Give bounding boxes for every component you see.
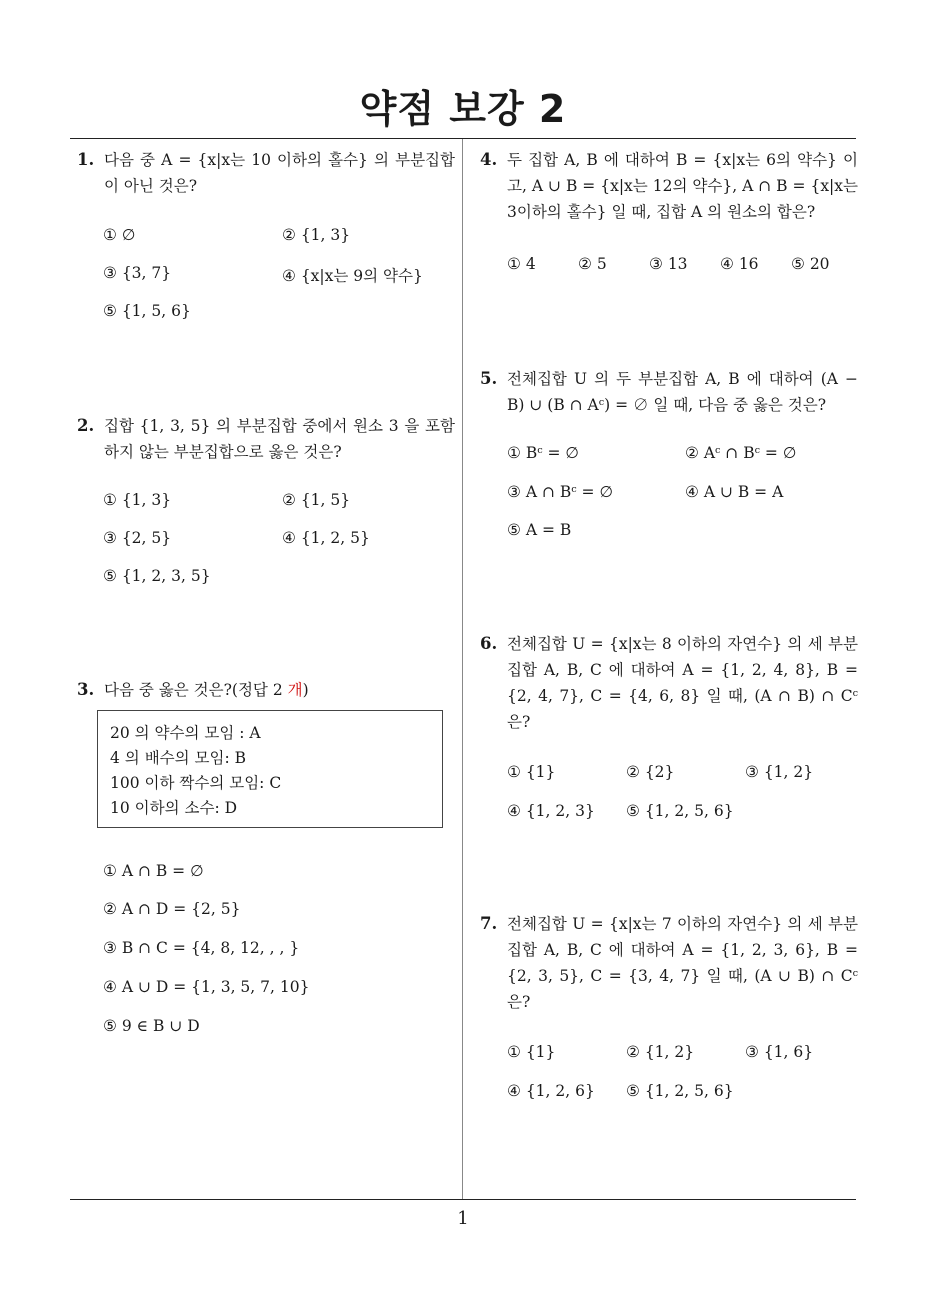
- choice-2[interactable]: ② {1, 2}: [626, 1043, 695, 1061]
- choice-4[interactable]: ④ {1, 2, 5}: [282, 529, 370, 547]
- question-2: [77, 413, 455, 465]
- question-3: [77, 677, 455, 703]
- choice-1[interactable]: ① {1}: [507, 1043, 556, 1061]
- choice-3[interactable]: ③ A ∩ Bᶜ = ∅: [507, 483, 613, 501]
- definition-line: 10 이하의 소수: D: [110, 799, 238, 817]
- choice-3[interactable]: ③ {1, 2}: [745, 763, 814, 781]
- question-number: 5.: [480, 369, 498, 388]
- choice-5[interactable]: ⑤ {1, 5, 6}: [103, 302, 191, 320]
- choice-5[interactable]: ⑤ 20: [791, 255, 830, 273]
- definition-line: 100 이하 짝수의 모임: C: [110, 774, 282, 792]
- page-number: 1: [457, 1208, 469, 1229]
- footer-divider: [70, 1199, 856, 1200]
- choice-2[interactable]: ② 5: [578, 255, 607, 273]
- question-number: 2.: [77, 416, 95, 435]
- choice-2[interactable]: ② Aᶜ ∩ Bᶜ = ∅: [685, 444, 797, 462]
- question-number: 7.: [480, 914, 498, 933]
- question-1: [77, 147, 455, 199]
- choice-5[interactable]: ⑤ {1, 2, 3, 5}: [103, 567, 211, 585]
- choice-3[interactable]: ③ {1, 6}: [745, 1043, 814, 1061]
- choice-2[interactable]: ② {1, 3}: [282, 226, 351, 244]
- choice-2[interactable]: ② A ∩ D = {2, 5}: [103, 900, 241, 918]
- choice-1[interactable]: ① ∅: [103, 226, 136, 244]
- choice-4[interactable]: ④ {1, 2, 3}: [507, 802, 595, 820]
- choice-3[interactable]: ③ 13: [649, 255, 688, 273]
- answer-count-highlight: 개: [287, 681, 303, 699]
- question-text-main: 다음 중 옳은 것은?(정답 2: [104, 681, 288, 699]
- question-text: 두 집합 A, B 에 대하여 B = {x|x는 6의 약수} 이고, A ∪ B = {x|x는 12의 약수}, A ∩ B = {x|x는 3이하의 홀수} 일 때, 집합 A 의 원소의 합은?: [507, 151, 858, 221]
- choice-4[interactable]: ④ {1, 2, 6}: [507, 1082, 595, 1100]
- column-divider: [462, 139, 463, 1199]
- page-title: 약점 보강 2: [359, 87, 567, 131]
- question-number: 3.: [77, 680, 95, 699]
- header-divider: [70, 138, 856, 139]
- question-text: 전체집합 U = {x|x는 8 이하의 자연수} 의 세 부분집합 A, B, C 에 대하여 A = {1, 2, 4, 8}, B = {2, 4, 7}, C = {4, 6, 8} 일 때, (A ∩ B) ∩ Cᶜ 은?: [507, 635, 858, 731]
- definition-box: [97, 710, 443, 828]
- question-text-end: ): [302, 681, 309, 699]
- choice-3[interactable]: ③ {3, 7}: [103, 264, 172, 282]
- choice-5[interactable]: ⑤ 9 ∈ B ∪ D: [103, 1017, 200, 1035]
- question-text: 다음 중 A = {x|x는 10 이하의 홀수} 의 부분집합이 아닌 것은?: [104, 151, 455, 195]
- question-text: [104, 677, 455, 703]
- question-text: 전체집합 U = {x|x는 7 이하의 자연수} 의 세 부분집합 A, B, C 에 대하여 A = {1, 2, 3, 6}, B = {2, 3, 5}, C = {3, 4, 7} 일 때, (A ∪ B) ∩ Cᶜ 은?: [507, 915, 858, 1011]
- choice-1[interactable]: ① 4: [507, 255, 536, 273]
- question-number: 6.: [480, 634, 498, 653]
- choice-5[interactable]: ⑤ A = B: [507, 521, 572, 539]
- choice-2[interactable]: ② {2}: [626, 763, 675, 781]
- choice-4[interactable]: ④ 16: [720, 255, 759, 273]
- definition-line: 4 의 배수의 모임: B: [110, 749, 247, 767]
- question-6: [480, 631, 858, 735]
- question-7: [480, 911, 858, 1015]
- definition-line: 20 의 약수의 모임 : A: [110, 724, 261, 742]
- choice-2[interactable]: ② {1, 5}: [282, 491, 351, 509]
- question-number: 1.: [77, 150, 95, 169]
- choice-1[interactable]: ① A ∩ B = ∅: [103, 862, 204, 880]
- choice-4[interactable]: ④ A ∪ B = A: [685, 483, 784, 501]
- choice-1[interactable]: ① Bᶜ = ∅: [507, 444, 579, 462]
- choice-4[interactable]: ④ A ∪ D = {1, 3, 5, 7, 10}: [103, 978, 310, 996]
- choice-5[interactable]: ⑤ {1, 2, 5, 6}: [626, 802, 734, 820]
- choice-3[interactable]: ③ {2, 5}: [103, 529, 172, 547]
- choice-1[interactable]: ① {1, 3}: [103, 491, 172, 509]
- question-text: 전체집합 U 의 두 부분집합 A, B 에 대하여 (A − B) ∪ (B ∩ Aᶜ) = ∅ 일 때, 다음 중 옳은 것은?: [507, 370, 858, 414]
- question-text: 집합 {1, 3, 5} 의 부분집합 중에서 원소 3 을 포함하지 않는 부분집합으로 옳은 것은?: [104, 417, 455, 461]
- choice-5[interactable]: ⑤ {1, 2, 5, 6}: [626, 1082, 734, 1100]
- question-number: 4.: [480, 150, 498, 169]
- question-5: [480, 366, 858, 418]
- choice-1[interactable]: ① {1}: [507, 763, 556, 781]
- choice-4[interactable]: ④ {x|x는 9의 약수}: [282, 267, 423, 285]
- choice-3[interactable]: ③ B ∩ C = {4, 8, 12, , , }: [103, 939, 300, 957]
- question-4: [480, 147, 858, 225]
